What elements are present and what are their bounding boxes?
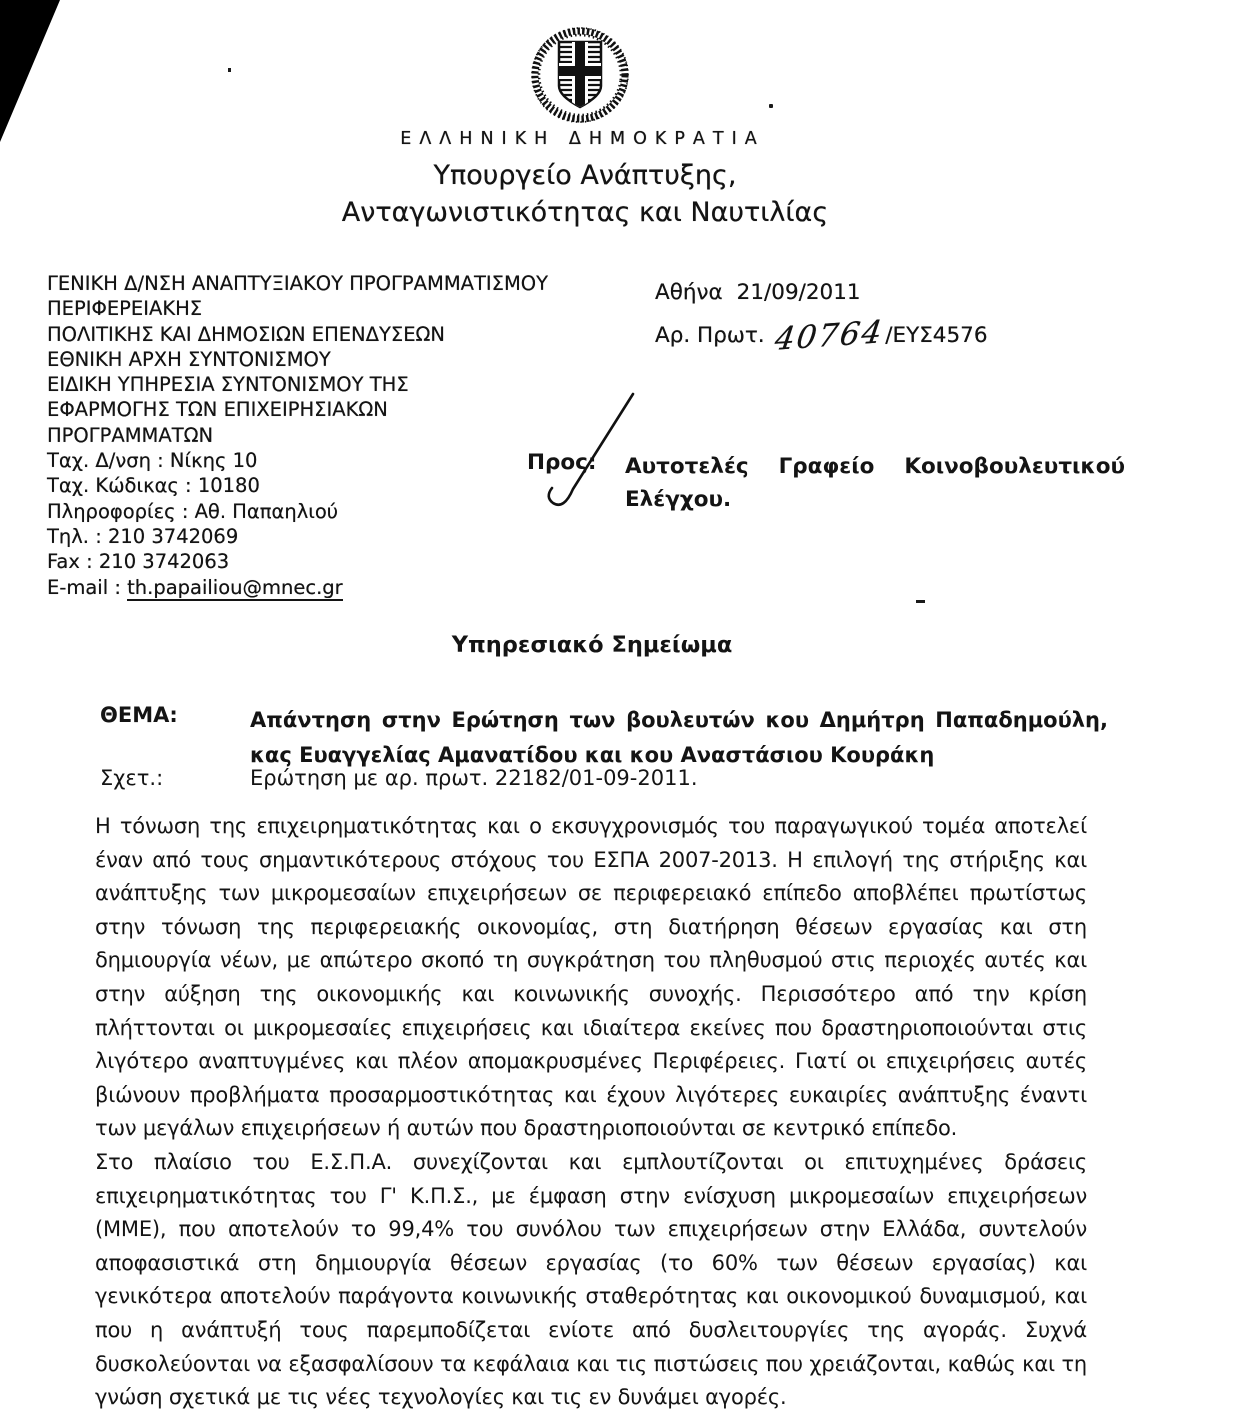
body-paragraph-2: Στο πλαίσιο του Ε.Σ.Π.Α. συνεχίζονται και εμπλουτίζονται οι επιτυχημένες δράσεις επιχειρηματικότητας του Γ' Κ.Π.Σ., με έμφαση στην ενίσχυση μικρομεσαίων επιχειρήσεων (ΜΜΕ), που αποτελούν το 99,4% του συνόλου των επιχειρήσεων στην Ελλάδα, συντελούν αποφασιστικά στη δημιουργία θέσεων εργασίας (το 60% των θέσεων εργασίας) και γενικότερα αποτελούν παράγοντα κοινωνικής σταθερότητας και οικονομικού δυναμισμού, και που η ανάπτυξή τους παρεμποδίζεται ενίοτε από δυσλειτουργίες της αγοράς. Συχνά δυσκολεύονται να εξασφαλίσουν τα κεφάλαια και τις πιστώσεις που χρειάζονται, καθώς και τη γνώση σχετικά με τις νέες τεχνολογίες και τις εν δυνάμει αγορές. <box>95 1149 1087 1410</box>
handwritten-protocol-number: 40764 <box>772 313 886 359</box>
place-label: Αθήνα <box>655 280 723 305</box>
email-line <box>47 575 627 600</box>
reference-label: Σχετ.: <box>100 766 164 790</box>
ministry-name-line1: Υπουργείο Ανάπτυξης, <box>433 160 737 191</box>
postal-address-line: Ταχ. Δ/νση : Νίκης 10 <box>47 449 258 473</box>
contact-person-line: Πληροφορίες : Αθ. Παπαηλιού <box>47 499 339 523</box>
scan-speck <box>916 600 925 603</box>
department-line: ΕΦΑΡΜΟΓΗΣ ΤΩΝ ΕΠΙΧΕΙΡΗΣΙΑΚΩΝ <box>47 398 388 422</box>
date-value: 21/09/2011 <box>736 280 861 305</box>
department-line: ΠΡΟΓΡΑΜΜΑΤΩΝ <box>47 423 214 447</box>
recipient-value: Αυτοτελές Γραφείο Κοινοβουλευτικού Ελέγχου. <box>625 454 1125 512</box>
department-line: ΕΙΔΙΚΗ ΥΠΗΡΕΣΙΑ ΣΥΝΤΟΝΙΣΜΟΥ ΤΗΣ <box>47 373 409 397</box>
subject-value: Απάντηση στην Ερώτηση των βουλευτών κου Δημήτρη Παπαδημούλη, κας Ευαγγελίας Αμανατίδου και κου Αναστάσιου Κουράκη <box>250 708 1108 767</box>
email-label: E-mail : <box>47 575 121 599</box>
subject-label: ΘΕΜΑ: <box>100 703 178 727</box>
body-paragraph-1: Η τόνωση της επιχειρηματικότητας και ο εκσυγχρονισμός του παραγωγικού τομέα αποτελεί έναν από τους σημαντικότερους στόχους του ΕΣΠΑ 2007-2013. Η επιλογή της στήριξης και ανάπτυξης των μικρομεσαίων επιχειρήσεων σε περιφερειακό επίπεδο αποβλέπει πρωτίστως στην τόνωση της περιφερειακής οικονομίας, στη διατήρηση θέσεων εργασίας και στη δημιουργία νέων, με απώτερο σκοπό τη συγκράτηση του πληθυσμού στις περιοχές αυτές και στην αύξηση της οικονομικής και κοινωνικής συνοχής. Περισσότερο από την κρίση πλήττονται οι μικρομεσαίες επιχειρήσεις και ιδιαίτερα εκείνες που δραστηριοποιούνται στις λιγότερο αναπτυγμένες και πλέον απομακρυσμένες Περιφέρειες. Γιατί οι επιχειρήσεις αυτές βιώνουν προβλήματα προσαρμοστικότητας και έχουν λιγότερες ευκαιρίες ανάπτυξης έναντι των μεγάλων επιχειρήσεων ή αυτών που δραστηριοποιούνται σε κεντρικό επίπεδο. <box>95 814 1087 1141</box>
department-line: ΠΟΛΙΤΙΚΗΣ ΚΑΙ ΔΗΜΟΣΙΩΝ ΕΠΕΝΔΥΣΕΩΝ <box>47 322 446 346</box>
telephone-line: Τηλ. : 210 3742069 <box>47 524 239 548</box>
department-line: ΕΘΝΙΚΗ ΑΡΧΗ ΣΥΝΤΟΝΙΣΜΟΥ <box>47 347 331 371</box>
fax-line: Fax : 210 3742063 <box>47 550 230 574</box>
department-line: ΠΕΡΙΦΕΡΕΙΑΚΗΣ <box>47 297 203 321</box>
protocol-suffix: /ΕΥΣ4576 <box>885 323 988 348</box>
postal-code-line: Ταχ. Κώδικας : 10180 <box>47 474 260 498</box>
sender-block <box>47 271 627 600</box>
email-link[interactable]: th.papailiou@mnec.gr <box>127 575 343 599</box>
reference-value: Ερώτηση με αρ. πρωτ. 22182/01-09-2011. <box>250 766 698 790</box>
memo-body <box>95 810 1087 1415</box>
protocol-line <box>655 313 988 359</box>
recipient-label: Προς: <box>527 450 597 475</box>
department-line: ΓΕΝΙΚΗ Δ/ΝΣΗ ΑΝΑΠΤΥΞΙΑΚΟΥ ΠΡΟΓΡΑΜΜΑΤΙΣΜΟΥ <box>47 272 549 295</box>
scan-speck <box>769 104 773 108</box>
greek-coat-of-arms-icon <box>530 26 630 124</box>
ministry-name-line2: Ανταγωνιστικότητας και Ναυτιλίας <box>341 197 829 228</box>
scan-speck <box>228 68 231 72</box>
scan-corner-artifact <box>0 0 60 142</box>
date-line <box>655 280 861 305</box>
protocol-label: Αρ. Πρωτ. <box>655 323 765 348</box>
republic-heading: ΕΛΛΗΝΙΚΗ ΔΗΜΟΚΡΑΤΙΑ <box>400 129 765 149</box>
memo-title: Υπηρεσιακό Σημείωμα <box>451 632 733 658</box>
